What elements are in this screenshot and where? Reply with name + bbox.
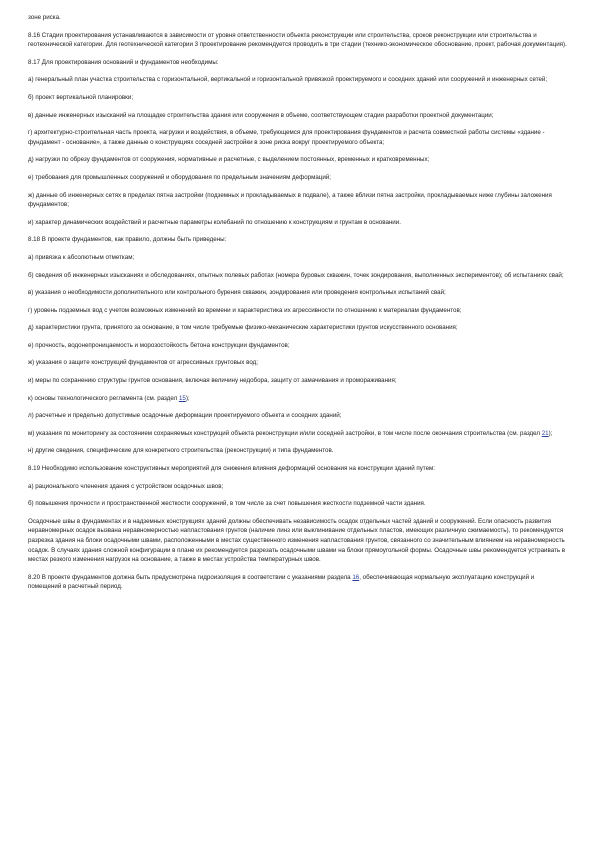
paragraph [28, 411, 568, 421]
paragraph [28, 464, 568, 474]
paragraph-text: Осадочные швы в фундаментах и в надземных конструкциях зданий должны обеспечивать независимость осадок отдельных частей зданий и сооружений. Если опасность развития неравномерных осадок вызвана неравномерностью напластования грунтов (наличие линз или выклинивание отдельных пластов, имеющих различную сжимаемость), то рекомендуется разрезка здания на блоки осадочными швами, расположенными в местах существенного изменения напластования грунтов, связанного со значительным влиянием на неравномерность осадок. В случаях здания сложной конфигурации в плане их рекомендуется разрезать осадочными швами на блоки прямоугольной формы. Осадочные швы рекомендуется устраивать в местах резкого изменения нагрузок на основание, а также в местах устройства температурных швов. [28, 517, 566, 564]
paragraph [28, 128, 568, 147]
paragraph-text: б) проект вертикальной планировки; [28, 93, 134, 101]
paragraph-text: зоне риска. [28, 14, 61, 21]
paragraph [28, 376, 568, 386]
paragraph [28, 235, 568, 245]
paragraph-text: д) нагрузки по обрезу фундаментов от сооружения, нормативные и расчетные, с выделением постоянных, временных и кратковременных; [28, 156, 430, 164]
paragraph [28, 191, 568, 210]
paragraph-text: ж) данные об инженерных сетях в пределах пятна застройки (подземных и прокладываемых в подвале), а также вблизи пятна застройки, прокладываемых ниже глубины заложения фундаментов; [28, 191, 552, 209]
paragraph [28, 306, 568, 316]
paragraph-text: и) характер динамических воздействий и расчетные параметры колебаний по отношению к конструкциям и грунтам в основании. [28, 218, 401, 226]
paragraph-text: б) повышения прочности и пространственной жесткости сооружений, в том числе за счет повышения жесткости подземной части здания. [28, 500, 426, 508]
paragraph-text: и) меры по сохранению структуры грунтов основания, включая величину недобора, защиту от замачивания и промораживания; [28, 377, 397, 385]
paragraph-text: в) указания о необходимости дополнительного или контрольного бурения скважин, зондирования или проведения контрольных испытаний свай; [28, 289, 446, 297]
paragraph [28, 111, 568, 121]
paragraph-text: е) прочность, водонепроницаемость и морозостойкость бетона конструкции фундаментов; [28, 341, 290, 349]
document-body [28, 13, 568, 600]
paragraph [28, 155, 568, 165]
paragraph-text: в) данные инженерных изысканий на площадке строительства здания или сооружения в объеме, соответствующем стадии разработки проектной документации; [28, 111, 494, 119]
section-link[interactable]: 21 [541, 429, 549, 437]
paragraph [28, 58, 568, 68]
paragraph-text: д) характеристики грунта, принятого за основание, в том числе требуемые физико-механические характеристики грунтов искусственного основания; [28, 324, 458, 332]
paragraph [28, 358, 568, 368]
paragraph-text: б) сведения об инженерных изысканиях и обследованиях, опытных полевых работах (номера буровых скважин, точек зондирования, выполненных экспериментов); об испытаниях свай; [28, 271, 564, 279]
paragraph-text: 8.19 Необходимо использование конструктивных мероприятий для снижения влияния деформаций основания на конструкции зданий путем: [28, 465, 435, 473]
paragraph-text: а) привязка к абсолютным отметкам; [28, 253, 135, 261]
paragraph [28, 446, 568, 456]
paragraph [28, 93, 568, 103]
paragraph-text: н) другие сведения, специфические для конкретного строительства (реконструкции) и типа фундаментов. [28, 447, 334, 455]
paragraph [28, 75, 568, 85]
paragraph [28, 499, 568, 509]
paragraph [28, 173, 568, 183]
paragraph-text: ); [548, 429, 553, 437]
paragraph-text: , обеспечивающая нормальную эксплуатацию конструкций и помещений в расчетный период. [28, 573, 535, 591]
paragraph-text: е) требования для промышленных сооружений и оборудования по предельным значениям деформаций; [28, 173, 331, 181]
paragraph [28, 218, 568, 228]
paragraph-text: ); [185, 394, 190, 402]
paragraph-text: л) расчетные и предельно допустимые осадочные деформации проектируемого объекта и соседних зданий; [28, 412, 342, 420]
paragraph [28, 573, 568, 592]
paragraph [28, 31, 568, 50]
paragraph-text: ж) указания о защите конструкций фундаментов от агрессивных грунтовых вод; [28, 359, 258, 367]
paragraph-text: г) архитектурно-строительная часть проекта, нагрузки и воздействия, в объеме, требующемся для проектирования фундаментов и расчета совместной работы системы «здание - фундамент - основание», а также данные о конструкциях соседней застройки в зоне риска вокруг проектируемого объекта; [28, 129, 545, 146]
paragraph-text: г) уровень подземных вод с учетом возможных изменений во времени и характеристика их агрессивности по отношению к материалам фундаментов; [28, 306, 462, 314]
paragraph [28, 253, 568, 263]
paragraph-text: 8.16 Стадии проектирования устанавливаются в зависимости от уровня ответственности объекта реконструкции или строительства, сроков реконструкции или строительства и геотехнической категории. Для геотехнической категории 3 проектирование рекомендуется проводить в три стадии (технико-экономическое обоснование, проект, рабочая документация). [28, 31, 567, 49]
paragraph-text: а) рационального членения здания с устройством осадочных швов; [28, 482, 224, 490]
paragraph [28, 271, 568, 281]
paragraph-text: 8.20 В проекте фундаментов должна быть предусмотрена гидроизоляция в соответствии с указаниями раздела [28, 573, 353, 581]
paragraph [28, 482, 568, 492]
section-link[interactable]: 15 [178, 394, 186, 402]
paragraph-text: к) основы технологического регламента (см. раздел [28, 394, 179, 402]
paragraph [28, 13, 568, 23]
paragraph-text: 8.17 Для проектирования оснований и фундаментов необходимы: [28, 58, 219, 66]
paragraph [28, 323, 568, 333]
paragraph [28, 429, 568, 439]
paragraph [28, 288, 568, 298]
section-link[interactable]: 16 [352, 573, 360, 581]
paragraph [28, 394, 568, 404]
paragraph [28, 517, 568, 565]
paragraph-text: а) генеральный план участка строительства с горизонтальной, вертикальной и горизонтальной привязкой проектируемого и соседних зданий или сооружений и инженерных сетей; [28, 76, 548, 84]
paragraph-text: 8.18 В проекте фундаментов, как правило, должны быть приведены: [28, 236, 227, 244]
paragraph-text: м) указания по мониторингу за состоянием сохраняемых конструкций объекта реконструкции и/или соседней застройки, в том числе после окончания строительства (см. раздел [28, 429, 542, 437]
paragraph [28, 341, 568, 351]
